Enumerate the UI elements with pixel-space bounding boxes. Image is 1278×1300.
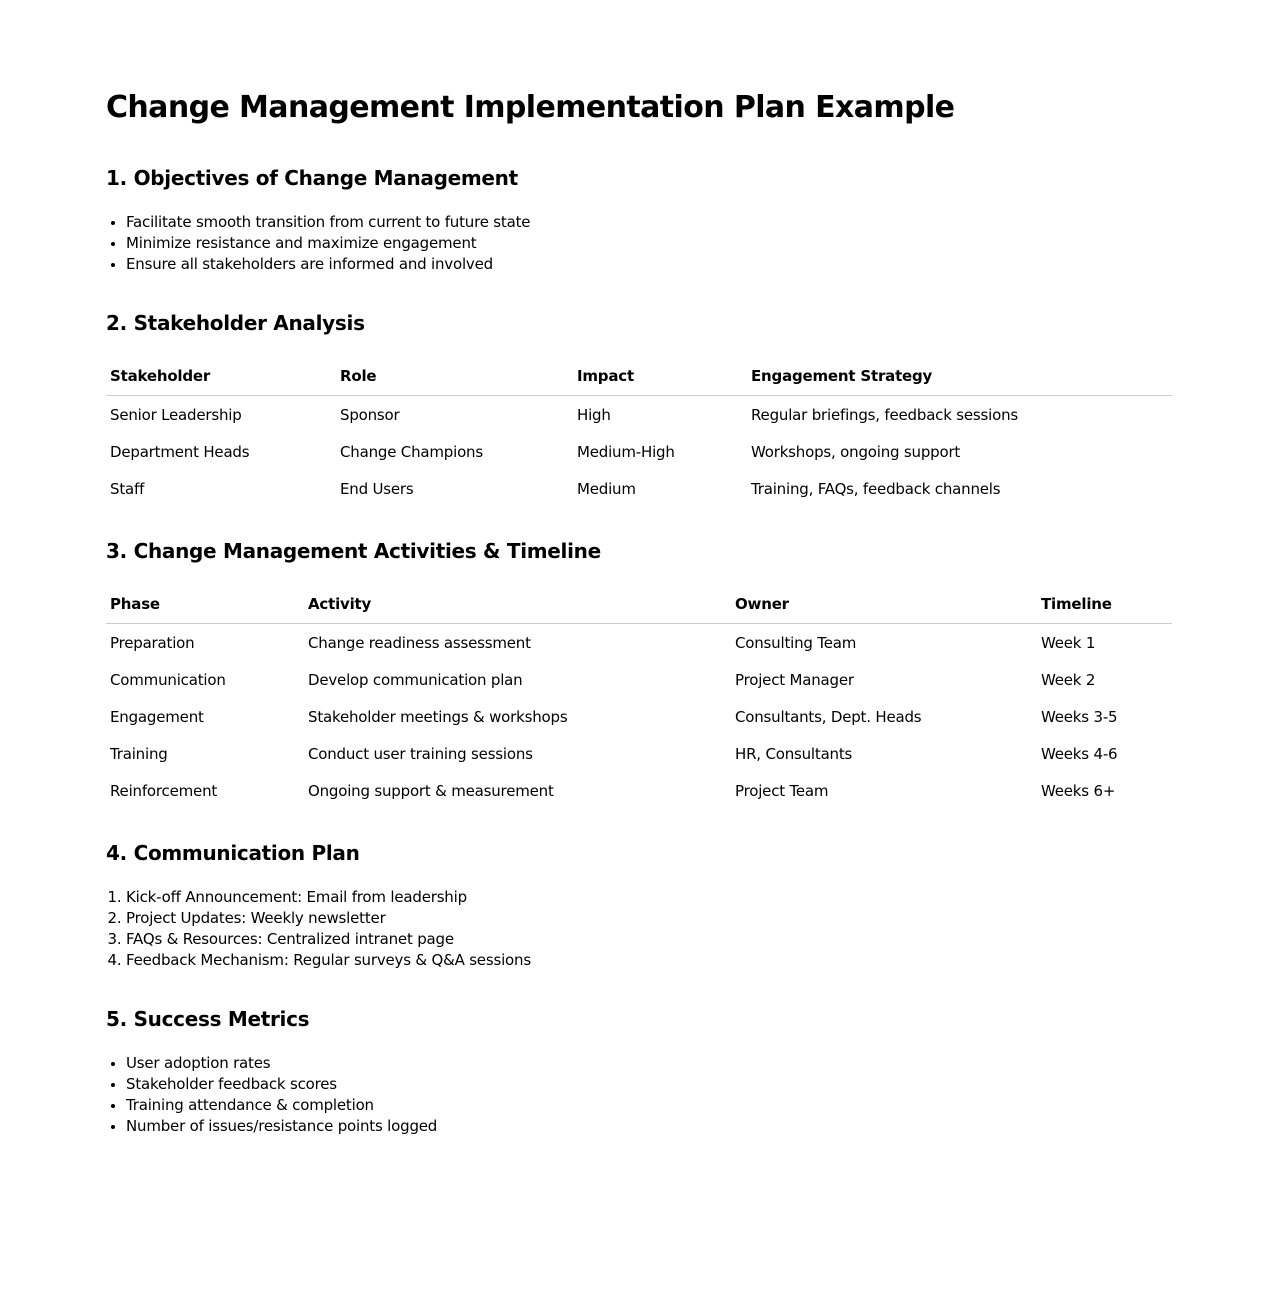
list-item: 4. Feedback Mechanism: Regular surveys & Q&A sessions	[126, 950, 1172, 971]
column-header: Engagement Strategy	[747, 357, 1172, 396]
column-header: Timeline	[1037, 585, 1172, 624]
table-row	[106, 396, 1172, 434]
table-row	[106, 698, 1172, 735]
stakeholder-analysis-heading: 2. Stakeholder Analysis	[106, 311, 365, 335]
table-cell: Weeks 3-5	[1041, 707, 1118, 726]
table-cell: Weeks 6+	[1041, 781, 1116, 800]
table-cell: Develop communication plan	[308, 670, 523, 689]
table-cell: Week 1	[1041, 633, 1096, 652]
table-cell: Conduct user training sessions	[308, 744, 533, 763]
list-item: • Number of issues/resistance points logged	[126, 1116, 1172, 1137]
table-cell: Regular briefings, feedback sessions	[751, 405, 1019, 424]
success-metrics-list	[106, 1053, 1172, 1137]
table-cell: Ongoing support & measurement	[308, 781, 554, 800]
table-cell: Engagement	[110, 707, 204, 726]
list-item: • User adoption rates	[126, 1053, 1172, 1074]
table-cell: Medium	[577, 479, 636, 498]
table-row	[106, 772, 1172, 809]
list-item: • Training attendance & completion	[126, 1095, 1172, 1116]
column-header: Phase	[106, 585, 304, 624]
column-header: Owner	[731, 585, 1037, 624]
table-cell: Staff	[110, 479, 145, 498]
table-cell: Project Manager	[735, 670, 854, 689]
table-cell: Project Team	[735, 781, 829, 800]
table-cell: Senior Leadership	[110, 405, 242, 424]
page-title: Change Management Implementation Plan Example	[106, 90, 955, 125]
table-cell: End Users	[340, 479, 414, 498]
table-header-row	[106, 357, 1172, 396]
communication-plan-heading: 4. Communication Plan	[106, 841, 360, 865]
table-cell: Consulting Team	[735, 633, 857, 652]
table-row	[106, 470, 1172, 507]
table-cell: Training	[110, 744, 168, 763]
list-item: • Stakeholder feedback scores	[126, 1074, 1172, 1095]
list-item: 1. Kick-off Announcement: Email from leadership	[126, 887, 1172, 908]
table-row	[106, 433, 1172, 470]
communication-plan-list	[106, 887, 1172, 971]
table-cell: High	[577, 405, 611, 424]
list-item: 3. FAQs & Resources: Centralized intranet page	[126, 929, 1172, 950]
column-header: Activity	[304, 585, 731, 624]
table-cell: HR, Consultants	[735, 744, 853, 763]
table-row	[106, 661, 1172, 698]
column-header: Role	[336, 357, 573, 396]
objectives-heading: 1. Objectives of Change Management	[106, 166, 518, 190]
table-cell: Consultants, Dept. Heads	[735, 707, 922, 726]
table-cell: Reinforcement	[110, 781, 218, 800]
success-metrics-heading: 5. Success Metrics	[106, 1007, 310, 1031]
table-cell: Sponsor	[340, 405, 400, 424]
table-header-row	[106, 585, 1172, 624]
objectives-list	[106, 212, 1172, 275]
list-item: • Ensure all stakeholders are informed and involved	[126, 254, 1172, 275]
table-cell: Stakeholder meetings & workshops	[308, 707, 568, 726]
column-header: Impact	[573, 357, 747, 396]
table-cell: Change readiness assessment	[308, 633, 531, 652]
activities-timeline-heading: 3. Change Management Activities & Timeline	[106, 539, 601, 563]
list-item: • Minimize resistance and maximize engagement	[126, 233, 1172, 254]
activities-table	[106, 585, 1172, 809]
table-cell: Communication	[110, 670, 226, 689]
table-cell: Training, FAQs, feedback channels	[751, 479, 1001, 498]
table-cell: Workshops, ongoing support	[751, 442, 961, 461]
table-cell: Preparation	[110, 633, 195, 652]
stakeholder-table	[106, 357, 1172, 507]
table-cell: Weeks 4-6	[1041, 744, 1118, 763]
document	[106, 86, 1172, 1137]
list-item: 2. Project Updates: Weekly newsletter	[126, 908, 1172, 929]
table-cell: Week 2	[1041, 670, 1096, 689]
column-header: Stakeholder	[106, 357, 336, 396]
table-cell: Medium-High	[577, 442, 675, 461]
table-cell: Department Heads	[110, 442, 250, 461]
table-row	[106, 735, 1172, 772]
list-item: • Facilitate smooth transition from current to future state	[126, 212, 1172, 233]
table-cell: Change Champions	[340, 442, 483, 461]
table-row	[106, 624, 1172, 662]
